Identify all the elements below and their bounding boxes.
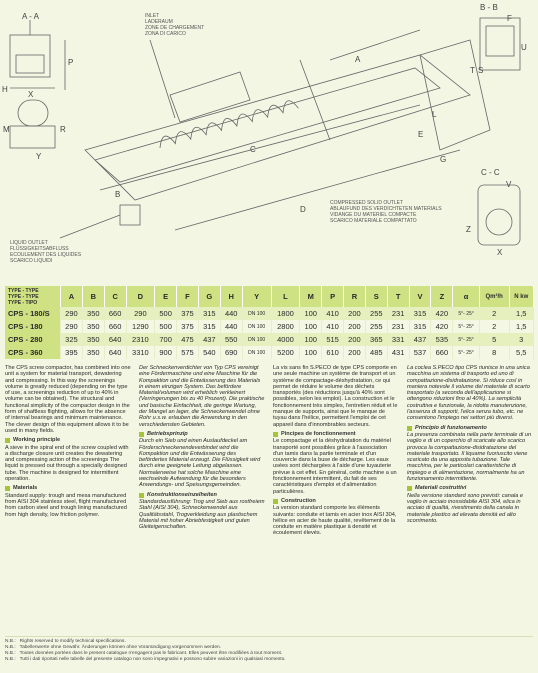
table-cell: 315 xyxy=(198,307,220,320)
table-cell: 5°- 25° xyxy=(453,307,480,320)
table-cell: 440 xyxy=(220,307,242,320)
table-cell: 640 xyxy=(104,333,126,346)
dim-m: M xyxy=(3,125,10,134)
section-bullet-icon xyxy=(407,426,412,431)
dim-p: R xyxy=(60,125,66,134)
table-row xyxy=(5,346,534,359)
body-materials-de: Standardausführung: Trog und Sieb aus rostfreiem Stahl (AISI 304), Schneckenwendel aus Qualitätsstahl, Trogverkleidung aus plastischem Material mit hoher Abriebfestigkeit und guten Gleiteigenschaften. xyxy=(139,498,265,531)
table-cell: 660 xyxy=(104,320,126,333)
body-materials-fr: La version standard comporte les éléments suivants: conduite et tamis en acier inox AISI 304, hélice en acier de haute qualité, revêtement de la conduite en matière plastique à densité et écoulement élevés. xyxy=(273,505,397,537)
inlet-pointer xyxy=(150,40,175,118)
note-text: Tutti i dati riportati nelle tabelle del presente catalogo non sono impegnativi e possono subire variazioni in qualsiasi momento. xyxy=(19,657,286,662)
table-cell: 437 xyxy=(198,333,220,346)
table-cell: 500 xyxy=(155,320,177,333)
col-header: α xyxy=(453,286,480,307)
table-cell: 4000 xyxy=(271,333,300,346)
table-cell: 350 xyxy=(82,333,104,346)
col-header: D xyxy=(126,286,155,307)
col-header: V xyxy=(409,286,431,307)
table-cell: 231 xyxy=(387,320,409,333)
table-row xyxy=(5,307,534,320)
table-cell: 410 xyxy=(322,320,344,333)
heading-text: Working principle xyxy=(13,437,61,444)
outlet-housing xyxy=(420,40,490,150)
table-cell: 200 xyxy=(344,333,366,346)
table-cell: 375 xyxy=(177,307,199,320)
note-text: Toutes données portées dans le present catalogue n'engagent pas le fabricant. Elles peuvent être modifiées à tout moment. xyxy=(19,651,283,656)
heading-text: Konstruktionseinzelheiten xyxy=(147,491,217,498)
table-cell: 500 xyxy=(155,307,177,320)
table-cell: 700 xyxy=(155,333,177,346)
table-cell: 537 xyxy=(409,346,431,359)
footer-notes xyxy=(5,636,533,663)
dim-u: V xyxy=(506,180,512,189)
body-working-principle-en: A sieve in the spiral end of the screw coupled with a discharge closure unit creates the dewatering and compressing action of the screenings The liquid is pressed out through a specially designed tube. The machine is designed for intermittent operation. xyxy=(5,444,129,483)
dim-n: P xyxy=(68,58,74,67)
outlet-label-fr: VIDANGE DU MATERIEL COMPACTE xyxy=(330,212,417,218)
col-header: G xyxy=(198,286,220,307)
dim-l: L xyxy=(432,110,437,119)
table-cell: 420 xyxy=(431,307,453,320)
text-column-it xyxy=(407,365,533,527)
heading-text: Betriebsprinzip xyxy=(147,430,188,437)
footer-note-it xyxy=(5,657,533,663)
table-cell: DN 100 xyxy=(242,320,271,333)
heading-text: Materiali costruttivi xyxy=(415,485,467,492)
heading-working-principle-en xyxy=(5,437,131,443)
body-working-principle-de: Durch ein Sieb und einen Auslaufdeckel am Förderschneckenendeverbindet wird die Kompaktion und die Entwässerung des befördertes Material erzeugt. Die Flüssigkeit wird durch eine geeignete Leitung abgelassen. Normalerweise hat solche Maschine eine wechselnde Aufwendung für die besonders Anwendungs- und Speisungsgemeinden. xyxy=(139,438,261,489)
inlet-label-fr: ZONE DE CHARGEMENT xyxy=(145,25,205,31)
table-cell: 515 xyxy=(322,333,344,346)
section-cc-label: C - C xyxy=(481,168,500,177)
body-materials-it: Nella versione standard sono previsti: canala e vaglio in acciaio inossidabile AISI 304, elica in acciaio di qualità, rivestimento della canala in materiale plastico ad elevata densità ed alto scorrimento. xyxy=(407,492,523,524)
dim-z: Z xyxy=(466,225,471,234)
note-tag: N.B.: xyxy=(5,651,16,656)
table-cell: 100 xyxy=(300,346,322,359)
table-cell: 410 xyxy=(322,307,344,320)
col-header: F xyxy=(177,286,199,307)
col-header: A xyxy=(61,286,83,307)
liquid-label-en: LIQUID OUTLET xyxy=(10,240,48,246)
type-cell: CPS - 180 xyxy=(5,320,61,333)
type-header-de: TYPE - TYPE xyxy=(8,293,39,300)
table-cell: 475 xyxy=(177,333,199,346)
heading-text: Construction xyxy=(281,497,316,504)
table-cell: 610 xyxy=(322,346,344,359)
heading-working-principle-de xyxy=(139,431,265,437)
table-cell: 315 xyxy=(409,307,431,320)
dim-r: S xyxy=(478,66,484,75)
intro-de: Der Schneckenverdichter von Typ CPS vereinigt eine Fördermaschine und eine Maschine für die Kompaktion und die Entwässerung des Materials in einem einzigen System. Das befördere Material/volumen wird erheblich verkleinert (Verringerungen bis zu 40 Prozent). Die praktische und basische Einfachheit, die geringe Wartung, der Mangel an lager, die Schneckenwendel ohne Rohr u.s.w. erlauben die Anwendung in den verschiedensten Gebieten. xyxy=(139,365,265,428)
section-bullet-icon xyxy=(5,438,10,443)
dim-g: G xyxy=(440,155,447,164)
spec-table-header xyxy=(5,286,534,307)
dim-d: D xyxy=(300,205,306,214)
outlet-label-en: COMPRESSED SOLID OUTLET xyxy=(330,200,404,206)
table-cell: 5°- 25° xyxy=(453,320,480,333)
outlet-label-it: SCARICO MATERIALE COMPATTATO xyxy=(330,218,417,224)
section-bullet-icon xyxy=(273,432,278,437)
liquid-outlet-label xyxy=(10,240,81,264)
inlet-label-it: ZONA DI CARICO xyxy=(145,31,186,37)
table-cell: 8 xyxy=(479,346,509,359)
col-header: N kw xyxy=(509,286,533,307)
table-cell: 437 xyxy=(409,333,431,346)
table-cell: 640 xyxy=(104,346,126,359)
section-bullet-icon xyxy=(139,432,144,437)
table-cell: DN 100 xyxy=(242,346,271,359)
heading-working-principle-fr xyxy=(273,431,399,437)
col-header: R xyxy=(344,286,366,307)
body-working-principle-it: La presenza combinata nella parte terminale di un vaglio e di un coperchio di scaricate allo scarico provoca la compattazione-disidratazione del materiale trasportato. Il liquame fuoriuscito viene scaricato da una apposita tubazione. Tale macchina, per le particolari caratteristiche di impiego e di alimentazione, normalmente ha un funzionamento intermittente. xyxy=(407,431,532,483)
table-cell: 5 xyxy=(479,333,509,346)
col-header: C xyxy=(104,286,126,307)
table-cell: 200 xyxy=(344,307,366,320)
heading-text: Pincipes de fonctionnement xyxy=(281,430,356,437)
table-cell: 255 xyxy=(365,320,387,333)
col-header: P xyxy=(322,286,344,307)
intro-it: La coclea S.PECO tipo CPS riunisce in una unica macchina un sistema di trasporto ed uno di compattazione-disidratazione. Si riduce cosí in maniera notevole il volume del materiale di scarto trasportato (a seconda dell'applicazione si ottengono riduzioni fino al 40%). La semplicità costruttiva e funzionale, la ridotta manutenzione, l'assenza di supporti, l'elica senza tubo, etc. ne consentono l'impiego nei settori più diversi. xyxy=(407,365,530,422)
table-cell: 2 xyxy=(479,307,509,320)
col-header: M xyxy=(300,286,322,307)
table-cell: 350 xyxy=(82,320,104,333)
table-cell: 331 xyxy=(387,333,409,346)
table-cell: 431 xyxy=(387,346,409,359)
table-cell: 315 xyxy=(198,320,220,333)
table-cell: 5°- 25° xyxy=(453,346,480,359)
inlet-label-de: LADERAUM xyxy=(145,19,173,25)
dim-h: H xyxy=(2,85,8,94)
dim-t: U xyxy=(521,43,527,52)
table-cell: 325 xyxy=(61,333,83,346)
col-header: T xyxy=(387,286,409,307)
table-cell: 440 xyxy=(220,320,242,333)
table-cell: DN 100 xyxy=(242,307,271,320)
note-text: Rights reserved to modify technical specifications. xyxy=(19,639,126,644)
note-tag: N.B.: xyxy=(5,645,16,650)
table-cell: 2 xyxy=(479,320,509,333)
section-bullet-icon xyxy=(139,493,144,498)
heading-text: Principio di funzionamento xyxy=(415,424,487,431)
table-cell: 231 xyxy=(387,307,409,320)
dim-v: X xyxy=(497,248,503,257)
note-text: Tabellenwerte ohne Gewähr. Änderungen können ohne Voranündigung vorgenommen werden. xyxy=(19,645,222,650)
dim-e: E xyxy=(418,130,424,139)
table-cell: 100 xyxy=(300,307,322,320)
col-header: Z xyxy=(431,286,453,307)
section-bullet-icon xyxy=(407,486,412,491)
table-cell: 315 xyxy=(409,320,431,333)
section-cc-body xyxy=(478,185,520,245)
table-cell: 420 xyxy=(431,320,453,333)
heading-working-principle-it xyxy=(407,425,533,431)
section-bb-label: B - B xyxy=(480,3,498,12)
table-cell: 290 xyxy=(126,307,155,320)
note-tag: N.B.: xyxy=(5,657,16,662)
dim-f: F xyxy=(507,14,512,23)
heading-materials-en xyxy=(5,485,131,491)
table-cell: 5200 xyxy=(271,346,300,359)
table-cell: 660 xyxy=(104,307,126,320)
type-cell: CPS - 280 xyxy=(5,333,61,346)
dim-x: X xyxy=(28,90,34,99)
table-cell: 1800 xyxy=(271,307,300,320)
table-row xyxy=(5,333,534,346)
note-tag: N.B.: xyxy=(5,639,16,644)
heading-materials-it xyxy=(407,485,533,491)
body-materials-en: Standard supply: trough and mesa manufactured from AISI 304 stainless steel, flight manufactured from carbon steel and trough lining manufactured from high density, low friction polymer. xyxy=(5,492,127,518)
table-cell: 200 xyxy=(344,346,366,359)
table-row xyxy=(5,320,534,333)
dim-s: T xyxy=(470,66,475,75)
type-header-en: TYPE - TYPE xyxy=(8,287,39,294)
col-header: H xyxy=(220,286,242,307)
inlet-label xyxy=(145,13,204,37)
table-cell: 2800 xyxy=(271,320,300,333)
col-header: Y xyxy=(242,286,271,307)
outlet-label-de: ABLAUFUND DES VERDICHTETEN MATERIALS xyxy=(330,206,442,212)
col-header: E xyxy=(155,286,177,307)
liquid-outlet-pipe xyxy=(120,205,140,225)
heading-materials-de xyxy=(139,492,265,498)
table-cell: 660 xyxy=(431,346,453,359)
table-cell: 350 xyxy=(82,346,104,359)
table-cell: 350 xyxy=(82,307,104,320)
inlet-label-en: INLET xyxy=(145,13,160,19)
section-bullet-icon xyxy=(5,486,10,491)
table-cell: 540 xyxy=(198,346,220,359)
spec-table xyxy=(5,286,534,359)
table-cell: 290 xyxy=(61,320,83,333)
table-cell: 290 xyxy=(61,307,83,320)
table-cell: 1290 xyxy=(126,320,155,333)
section-aa-label: A - A xyxy=(22,12,39,21)
dim-c: C xyxy=(250,145,256,154)
intro-en: The CPS screw compactor, has combined into one unit a system for material transport, dewatering and compressing. In this way the screenings volume is greatly reduced (depending on the type of use, a screenings reduction of up to 40% in volume can be obtained). The structural and functional simplicity of the compactor design in the form of shaftless flighting, allows for the absence of internal bearings and minimum maintenance. The clever design of this equipment allows it to be used in many fields. xyxy=(5,365,131,434)
text-column-de xyxy=(139,365,265,533)
intro-fr: La vis sans fin S.PECO de type CPS comporte en une seule machine un système de transport et un système de compactage-déshydratation, ce qui permet de réduire le volume des déchets transportés (des réductions jusqu'à 40% sont possibles, selon les emploi). La construction et le fonctionnement très simples, l'entretien réduit et le manque de supports, ainsi que le manque de tuyau dans l'hélice, permettent l'emploi de cet appareil dans d'innombrables secteurs. xyxy=(273,365,398,428)
dim-a: A xyxy=(355,55,361,64)
table-cell: 1,5 xyxy=(509,320,533,333)
dim-y: Y xyxy=(36,152,42,161)
table-cell: 900 xyxy=(155,346,177,359)
table-cell: 3310 xyxy=(126,346,155,359)
col-header: Qm³/h xyxy=(479,286,509,307)
table-cell: 5,5 xyxy=(509,346,533,359)
table-cell: 100 xyxy=(300,333,322,346)
heading-materials-fr xyxy=(273,498,399,504)
dim-b: B xyxy=(115,190,121,199)
liquid-label-fr: ECOULEMENT DES LIQUIDES xyxy=(10,252,82,258)
body-working-principle-fr: Le compactage et la déshydratation du matériel transporté sont possibles grâce à l'association d'un tamis dans la partie terminale et d'un couvercle dans la buse de décharge. Les eaux usées sont déchargées à l'aide d'une tuyauterie prévue à cet effet. En général, cette machine a un fonctionnement intermittent, du fait de ses caractéristiques d'emploi et d'alimentation particulières. xyxy=(273,438,397,495)
table-cell: 100 xyxy=(300,320,322,333)
table-cell: 365 xyxy=(365,333,387,346)
col-header: L xyxy=(271,286,300,307)
table-cell: 1,5 xyxy=(509,307,533,320)
section-bullet-icon xyxy=(273,499,278,504)
table-cell: 2310 xyxy=(126,333,155,346)
table-cell: DN 100 xyxy=(242,333,271,346)
table-cell: 575 xyxy=(177,346,199,359)
heading-text: Materials xyxy=(13,485,38,492)
section-left-lower xyxy=(18,100,48,126)
table-cell: 5°- 25° xyxy=(453,333,480,346)
table-cell: 535 xyxy=(431,333,453,346)
col-header: S xyxy=(365,286,387,307)
text-column-en xyxy=(5,365,131,521)
table-cell: 485 xyxy=(365,346,387,359)
table-cell: 550 xyxy=(220,333,242,346)
outlet-label xyxy=(330,200,442,224)
table-cell: 200 xyxy=(344,320,366,333)
col-header: B xyxy=(82,286,104,307)
type-cell: CPS - 180/S xyxy=(5,307,61,320)
table-cell: 395 xyxy=(61,346,83,359)
table-cell: 375 xyxy=(177,320,199,333)
type-header-it: TYPE - TIPO xyxy=(8,299,38,306)
table-cell: 690 xyxy=(220,346,242,359)
table-cell: 255 xyxy=(365,307,387,320)
liquid-label-it: SCARICO LIQUIDI xyxy=(10,258,53,264)
text-column-fr xyxy=(273,365,399,540)
type-cell: CPS - 360 xyxy=(5,346,61,359)
type-header xyxy=(5,286,61,307)
table-cell: 3 xyxy=(509,333,533,346)
liquid-label-de: FLÜSSIGKEITSABFLUSS xyxy=(10,246,69,252)
